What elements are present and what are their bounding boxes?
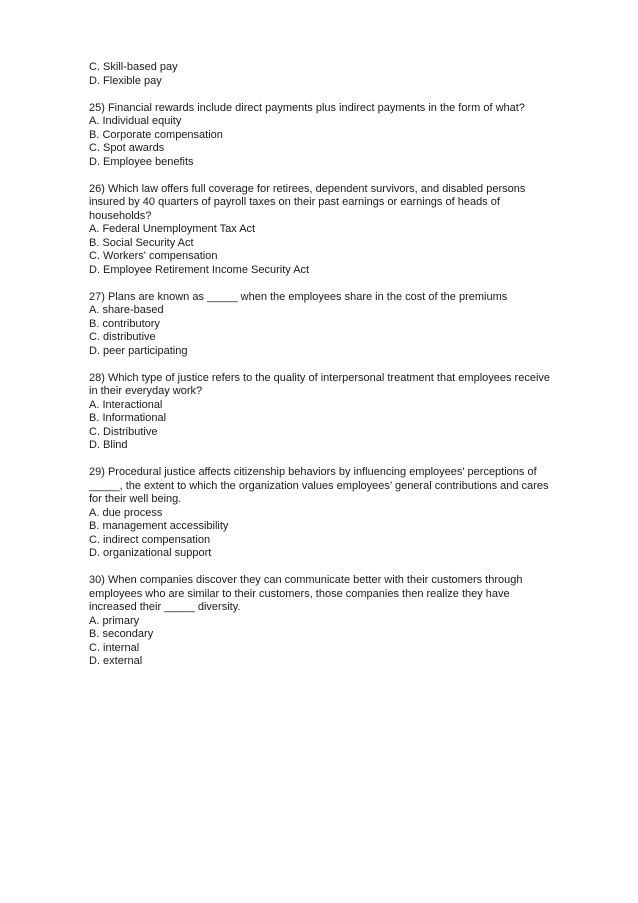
answer-option: C. Skill-based pay — [89, 61, 178, 73]
answer-option: A. due process — [89, 506, 163, 519]
question-26 — [89, 183, 589, 278]
question-text: employees who are similar to their customers, those companies then realize they have — [89, 587, 510, 600]
question-text: 25) Financial rewards include direct payments plus indirect payments in the form of what? — [89, 101, 525, 114]
question-text: households? — [89, 209, 152, 222]
question-25 — [89, 102, 589, 170]
answer-option: C. Workers' compensation — [89, 250, 218, 262]
answer-option: D. peer participating — [89, 344, 188, 357]
answer-option: B. management accessibility — [89, 520, 229, 532]
answer-option: B. Social Security Act — [89, 236, 194, 249]
answer-option: A. primary — [89, 614, 140, 627]
answer-option: B. Corporate compensation — [89, 128, 223, 141]
answer-option: A. Interactional — [89, 398, 163, 411]
previous-question-options — [89, 61, 589, 88]
question-28 — [89, 372, 589, 453]
answer-option: D. organizational support — [89, 547, 212, 559]
question-text: insured by 40 quarters of payroll taxes on their past earnings or earnings of heads of — [89, 196, 500, 208]
page-content — [89, 61, 589, 682]
answer-option: D. Employee benefits — [89, 155, 194, 168]
answer-option: C. internal — [89, 641, 140, 654]
answer-option: D. Employee Retirement Income Security Act — [89, 263, 310, 276]
answer-option: B. contributory — [89, 317, 160, 330]
question-text: 26) Which law offers full coverage for retirees, dependent survivors, and disabled persons — [89, 182, 526, 195]
answer-option: C. distributive — [89, 331, 156, 343]
answer-option: C. Distributive — [89, 425, 158, 438]
answer-option: D. Flexible pay — [89, 74, 162, 87]
answer-option: D. Blind — [89, 439, 128, 451]
question-text: 28) Which type of justice refers to the quality of interpersonal treatment that employees receive — [89, 371, 551, 384]
answer-option: C. Spot awards — [89, 142, 165, 154]
answer-option: B. secondary — [89, 628, 154, 640]
answer-option: D. external — [89, 655, 143, 667]
question-text: for their well being. — [89, 493, 182, 505]
question-text: increased their _____ diversity. — [89, 601, 241, 613]
question-text: _____, the extent to which the organization values employees’ general contributions and cares — [89, 479, 549, 492]
answer-option: C. indirect compensation — [89, 533, 211, 546]
question-text: 29) Procedural justice affects citizenship behaviors by influencing employees' perceptions of — [89, 466, 537, 478]
question-30 — [89, 574, 589, 669]
question-text: in their everyday work? — [89, 385, 203, 397]
answer-option: A. share-based — [89, 304, 164, 316]
question-text: 30) When companies discover they can communicate better with their customers through — [89, 574, 523, 586]
answer-option: B. Informational — [89, 412, 167, 424]
question-text: 27) Plans are known as _____ when the employees share in the cost of the premiums — [89, 290, 508, 303]
answer-option: A. Federal Unemployment Tax Act — [89, 223, 256, 235]
question-29 — [89, 466, 589, 561]
answer-option: A. Individual equity — [89, 115, 182, 127]
question-27 — [89, 291, 589, 359]
